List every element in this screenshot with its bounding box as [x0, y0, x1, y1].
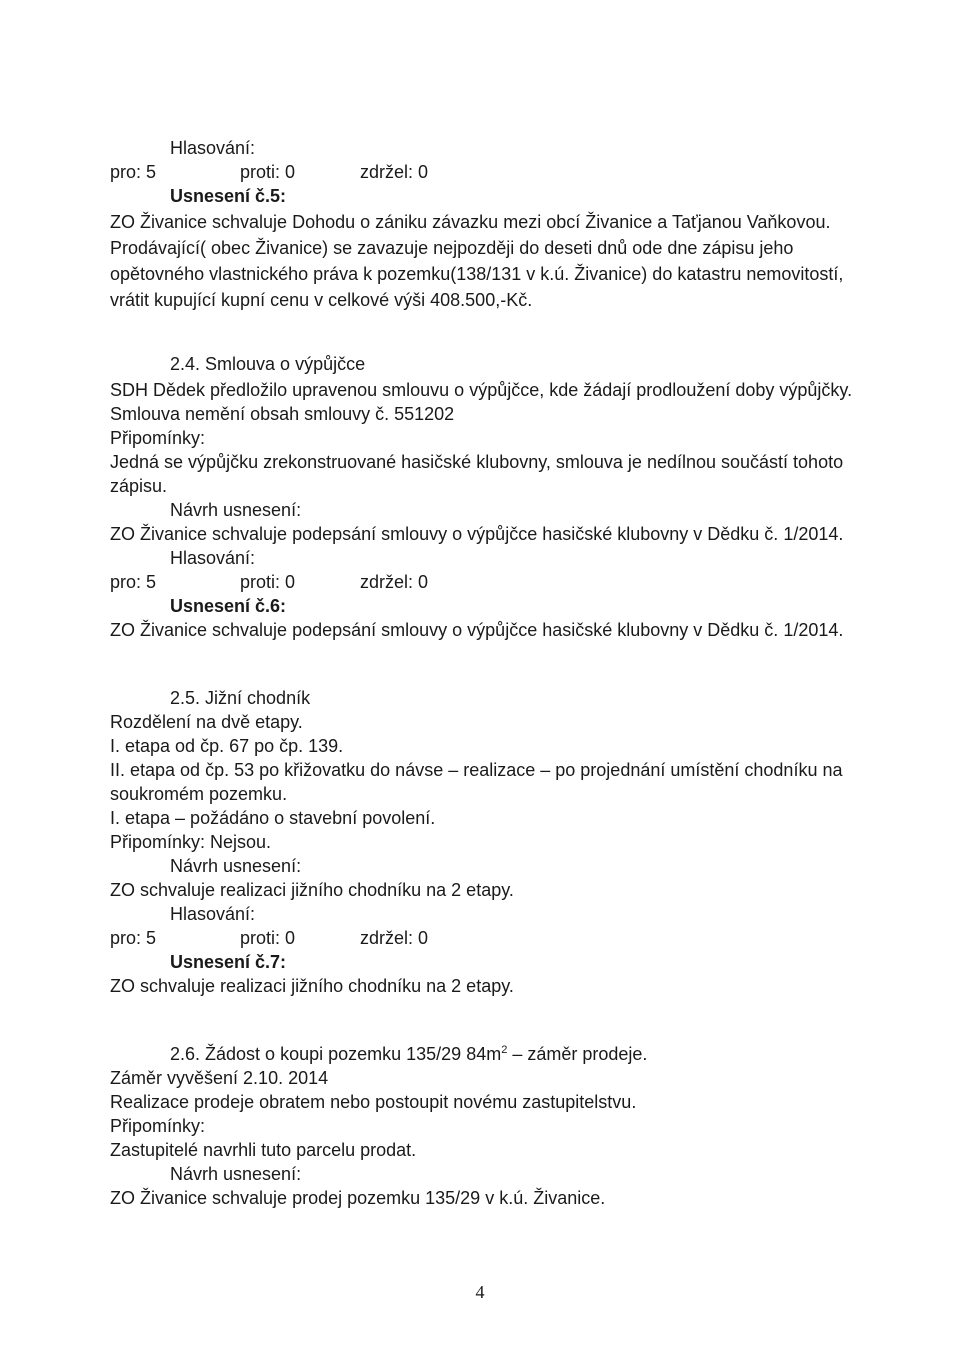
section-heading: 2.5. Jižní chodník: [170, 688, 311, 708]
voting-label: Hlasování:: [170, 138, 256, 158]
voting-label: Hlasování:: [170, 904, 256, 924]
vote-zdrzel: zdržel: 0: [360, 928, 429, 948]
proposal-label: Návrh usnesení:: [170, 856, 302, 876]
resolution-label: Usnesení č.5:: [170, 186, 287, 206]
section-heading: 2.4. Smlouva o výpůjčce: [170, 354, 366, 374]
voting-label: Hlasování:: [170, 548, 256, 568]
vote-pro: pro: 5: [110, 572, 157, 592]
vote-pro: pro: 5: [110, 928, 157, 948]
paragraph-line: Prodávající( obec Živanice) se zavazuje nejpozději do deseti dnů ode dne zápisu jeho: [110, 238, 794, 258]
proposal-label: Návrh usnesení:: [170, 1164, 302, 1184]
paragraph-line: Jedná se výpůjčku zrekonstruované hasičské klubovny, smlouva je nedílnou součástí tohoto: [110, 452, 844, 472]
vote-row: [110, 160, 510, 184]
paragraph-line: Zastupitelé navrhli tuto parcelu prodat.: [110, 1140, 417, 1160]
paragraph-line: ZO Živanice schvaluje Dohodu o zániku závazku mezi obcí Živanice a Taťjanou Vaňkovou.: [110, 212, 831, 232]
superscript: 2: [501, 1044, 508, 1056]
paragraph-line: I. etapa od čp. 67 po čp. 139.: [110, 736, 344, 756]
paragraph-line: Připomínky:: [110, 1116, 206, 1136]
vote-row: [110, 926, 510, 950]
page-number: 4: [475, 1282, 485, 1302]
proposal-text: ZO schvaluje realizaci jižního chodníku na 2 etapy.: [110, 880, 514, 900]
vote-zdrzel: zdržel: 0: [360, 572, 429, 592]
paragraph-line: Připomínky:: [110, 428, 206, 448]
vote-proti: proti: 0: [240, 572, 296, 592]
vote-zdrzel: zdržel: 0: [360, 162, 429, 182]
paragraph-line: SDH Dědek předložilo upravenou smlouvu o výpůjčce, kde žádají prodloužení doby výpůjčky.: [110, 380, 853, 400]
vote-pro: pro: 5: [110, 162, 157, 182]
proposal-label: Návrh usnesení:: [170, 500, 302, 520]
resolution-label: Usnesení č.7:: [170, 952, 287, 972]
paragraph-line: I. etapa – požádáno o stavební povolení.: [110, 808, 436, 828]
heading-text: 2.6. Žádost o koupi pozemku 135/29 84m: [170, 1044, 502, 1064]
paragraph-line: II. etapa od čp. 53 po křižovatku do návse – realizace – po projednání umístění chodníku na: [110, 760, 843, 780]
vote-proti: proti: 0: [240, 162, 296, 182]
proposal-text: ZO Živanice schvaluje prodej pozemku 135/29 v k.ú. Živanice.: [110, 1188, 606, 1208]
proposal-text: ZO Živanice schvaluje podepsání smlouvy o výpůjčce hasičské klubovny v Dědku č. 1/2014.: [110, 524, 844, 544]
section-heading: [170, 1042, 647, 1069]
paragraph-line: Realizace prodeje obratem nebo postoupit novému zastupitelstvu.: [110, 1092, 637, 1112]
paragraph-line: zápisu.: [110, 476, 168, 496]
vote-proti: proti: 0: [240, 928, 296, 948]
paragraph-line: Rozdělení na dvě etapy.: [110, 712, 303, 732]
resolution-text: ZO Živanice schvaluje podepsání smlouvy o výpůjčce hasičské klubovny v Dědku č. 1/2014.: [110, 620, 844, 640]
paragraph-line: Připomínky: Nejsou.: [110, 832, 272, 852]
heading-text: – záměr prodeje.: [507, 1044, 648, 1064]
paragraph-line: opětovného vlastnického práva k pozemku(138/131 v k.ú. Živanice) do katastru nemovitostí,: [110, 264, 844, 284]
resolution-label: Usnesení č.6:: [170, 596, 287, 616]
paragraph-line: vrátit kupující kupní cenu v celkové výši 408.500,-Kč.: [110, 290, 533, 310]
paragraph-line: Smlouva nemění obsah smlouvy č. 551202: [110, 404, 455, 424]
paragraph-line: soukromém pozemku.: [110, 784, 288, 804]
vote-row: [110, 570, 510, 594]
resolution-text: ZO schvaluje realizaci jižního chodníku na 2 etapy.: [110, 976, 514, 996]
paragraph-line: Záměr vyvěšení 2.10. 2014: [110, 1068, 329, 1088]
